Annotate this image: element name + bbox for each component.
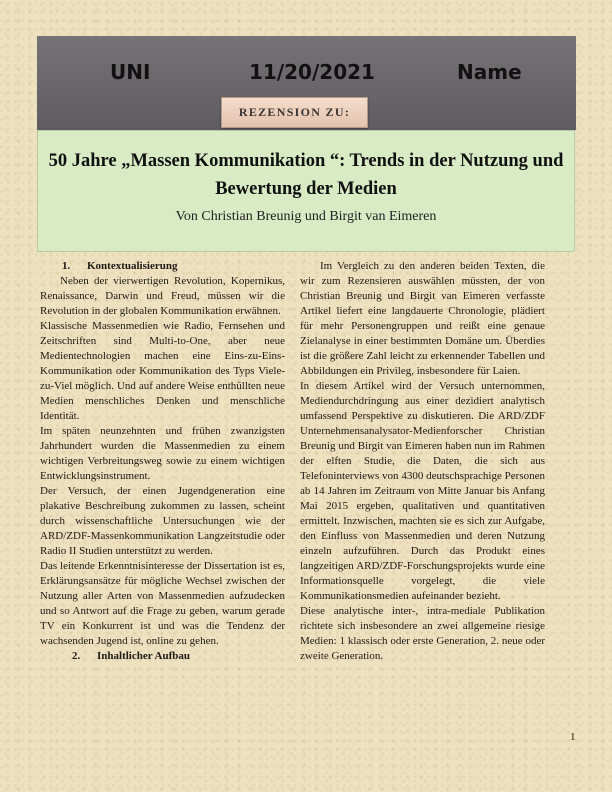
page-number: 1 [570,731,576,743]
left-column [40,259,285,664]
paragraph: Im späten neunzehnten und frühen zwanzigsten Jahrhundert wurden die Massenmedien zu einem wichtigen Verbreitungsweg sowie zu einem wichtigen Entwicklungsinstrument. [40,425,285,482]
section-number-1: 1. [62,260,71,272]
date-label: 11/20/2021 [249,60,375,84]
section-title-2: Inhaltlicher Aufbau [97,650,191,662]
paragraph: Im Vergleich zu den anderen beiden Texten, die wir zum Rezensieren auswählen müssten, der von Christian Breunig und Birgit van Eimeren verfasste Artikel liefert eine langdauerte Chronologie, plädiert für mehr Personengruppen und reißt eine genaue Zielanalyse in einer bestimmten Domäne um. Überdies ist die größere Zahl leicht zu erkennender Tabellen und Abbildungen ein Privileg, insbesondere für Laien. [300,260,545,377]
university-label: UNI [110,60,151,84]
paragraph: Das leitende Erkenntnisinteresse der Dissertation ist es, Erklärungsansätze für mögliche Wechsel zwischen der Nutzung aller Arten von Massenmedien aufzudecken und so Antwort auf die Frage zu geben, warum gerade TV ein Konkurrent ist und was die Tendenz der wachsenden Jugend ist, online zu gehen. [40,560,285,647]
section-title-1: Kontextualisierung [87,260,178,272]
paragraph: Neben der vierwertigen Revolution, Kopernikus, Renaissance, Darwin und Freud, müssen wir die Revolution in der globalen Kommunikation erwähnen. [40,275,285,317]
paragraph: Diese analytische inter-, intra-mediale Publikation richtete sich insbesondere an zwei allgemeine riesige Medien: 1 klassisch oder erste Generation, 2. neue oder zweite Generation. [300,605,545,662]
section-number-2: 2. [72,650,81,662]
title-band [37,130,575,252]
paragraph: Klassische Massenmedien wie Radio, Fernsehen und Zeitschriften sind Multi-to-One, aber neue Medientechnologien machen eine Eins-zu-Eins-Kommunikation oder Kommunikation des Typs Viele-zu-Viel möglich. Und auf andere Weise enthüllten neue Medien menschliches Denken und menschliche Identität. [40,320,285,422]
paragraph: In diesem Artikel wird der Versuch unternommen, Mediendurchdringung aus einer dezidiert analytisch umfassend Perspektive zu diskutieren. Die ARD/ZDF Unternehmensanalysator-Medienforscher Christian Breunig und Birgit van Eimeren haben nun im Rahmen der elften Studie, die Daten, die sich aus Telefoninterviews von 4300 deutschsprachige Personen ab 14 Jahren im Zeitraum von Mitte Januar bis Anfang Mai 2015 ergeben, qualitativen und quantitativen ermittelt. Inzwischen, machten sie es sich zur Aufgabe, den Einfluss von Massenmedien und deren Nutzung einzeln aufzuführen. Durch das Produkt eines langzeitigen ARD/ZDF-Forschungsprojekts wurde eine Informationsquelle vorgelegt, die viele Kommunikationsmedien aufeinander bezieht. [300,380,545,602]
section-heading-1 [40,259,285,274]
author-line: Von Christian Breunig und Birgit van Eimeren [175,209,437,224]
article-title: 50 Jahre „Massen Kommunikation “: Trends in der Nutzung und Bewertung der Medien [48,151,564,199]
section-heading-2 [40,649,285,664]
paragraph: Der Versuch, der einen Jugendgeneration eine plakative Beschreibung zukommen zu lassen, scheint durch wissenschaftliche Untersuchungen wie der ARD/ZDF-Massenkommunikation Langzeitstudie oder Radio II Studien unterstützt zu werden. [40,485,285,557]
right-column [300,259,545,664]
rezension-badge: REZENSION ZU: [221,97,368,128]
header-line [37,52,576,96]
name-label: Name [457,60,522,84]
header-band [37,36,576,130]
